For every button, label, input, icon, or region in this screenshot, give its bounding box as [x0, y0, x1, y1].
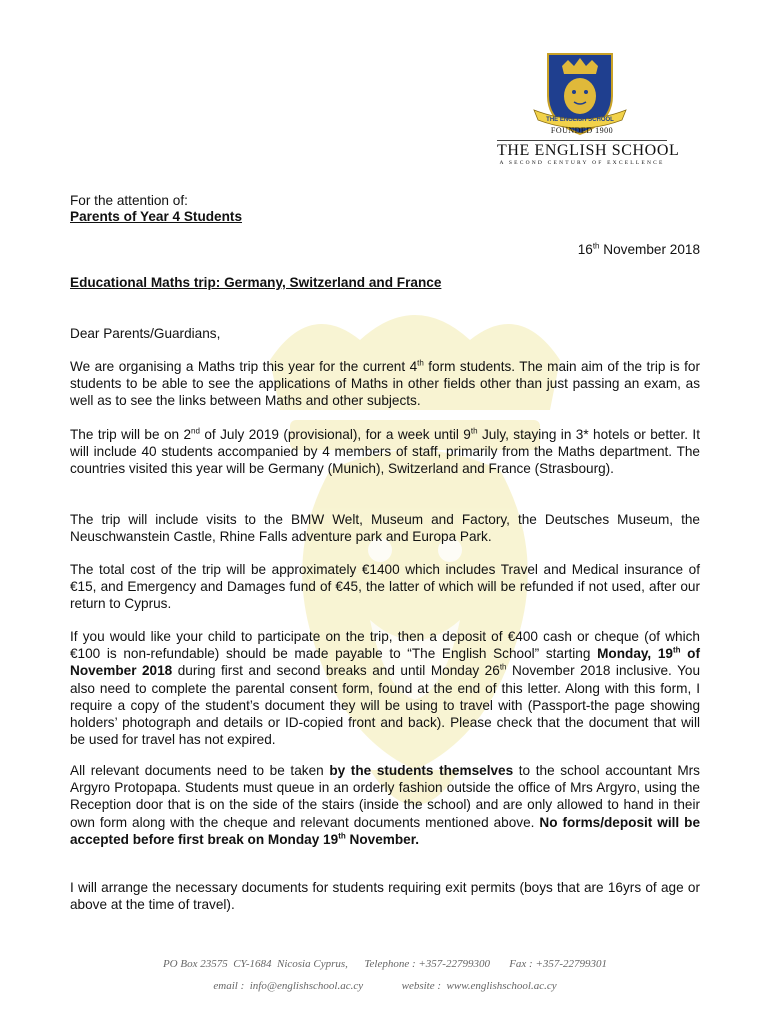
school-motto: A SECOND CENTURY OF EXCELLENCE: [499, 160, 665, 166]
letterhead-divider: [497, 140, 667, 141]
founded-text: FOUNDED 1900: [550, 126, 614, 135]
footer-address: PO Box 23575 CY-1684 Nicosia Cyprus, Telephone : +357-22799300 Fax : +357-22799301: [162, 958, 608, 970]
school-crest-logo: [530, 48, 630, 138]
salutation: Dear Parents/Guardians,: [70, 326, 221, 341]
paragraph-exit-permits: I will arrange the necessary documents for students requiring exit permits (boys that are 16yrs of age or above at the time of travel).: [70, 880, 700, 913]
paragraph-dates: The trip will be on 2nd of July 2019 (provisional), for a week until 9th July, staying in 3* hotels or better. It will include 40 students accompanied by 4 members of staff, primarily from the Maths department. The countries visited this year will be Germany (Munich), Switzerland and France (Strasbourg).: [70, 426, 700, 477]
attention-heading: Parents of Year 4 Students: [70, 209, 242, 224]
footer-contact: email : info@englishschool.ac.cy website : www.englishschool.ac.cy: [213, 980, 557, 992]
paragraph-aim: We are organising a Maths trip this year for the current 4th form students. The main aim of the trip is for students to be able to see the applications of Maths in other fields other than just passing an exam, as well as to see the links between Maths and other subjects.: [70, 358, 700, 409]
paragraph-deposit: If you would like your child to participate on the trip, then a deposit of €400 cash or cheque (of which €100 is non-refundable) should be made payable to “The English School” starting Monday, 19th of November 2018 during first and second breaks and until Monday 26th November 2018 inclusive. You also need to complete the parental consent form, found at the end of this letter. Along with this form, I require a copy of the student’s document they will be using to travel with (Passport-the page showing holders’ photograph and details or ID-copied front and back). Please check that the document that will be used for travel has not expired.: [70, 629, 701, 748]
paragraph-visits: The trip will include visits to the BMW Welt, Museum and Factory, the Deutsches Museum, the Neuschwanstein Castle, Rhine Falls adventure park and Europa Park.: [70, 512, 700, 545]
school-name: THE ENGLISH SCHOOL: [497, 142, 680, 159]
letter-date: 16th November 2018: [577, 241, 700, 257]
paragraph-documents: All relevant documents need to be taken by the students themselves to the school accountant Mrs Argyro Protopapa. Students must queue in an orderly fashion outside the office of Mrs Argyro, using the Reception door that is on the side of the stairs (inside the school) and are only allowed to hand in their own form along with the cheque and relevant documents mentioned above. No forms/deposit will be accepted before first break on Monday 19th November.: [70, 763, 700, 847]
letter-subject: Educational Maths trip: Germany, Switzerland and France: [70, 275, 442, 290]
attention-label: For the attention of:: [70, 193, 188, 208]
crest-banner-text: THE ENGLISH SCHOOL: [546, 117, 614, 123]
paragraph-cost: The total cost of the trip will be approximately €1400 which includes Travel and Medical insurance of €15, and Emergency and Damages fund of €45, the latter of which will be refunded if not used, after our return to Cyprus.: [70, 562, 700, 612]
